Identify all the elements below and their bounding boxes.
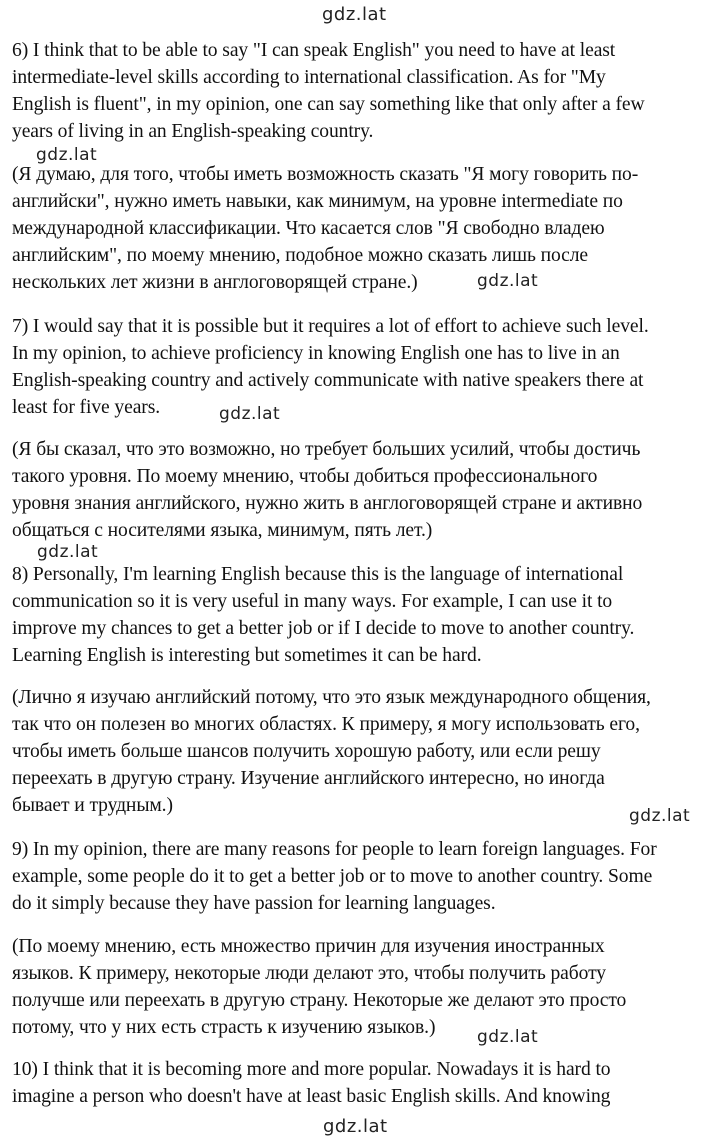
text-line: уровня знания английского, нужно жить в англоговорящей стране и активно (12, 493, 643, 514)
text-line: так что он полезен во многих областях. К примеру, я могу использовать его, (12, 714, 640, 735)
text-line: переехать в другую страну. Изучение английского интересно, но иногда (12, 768, 605, 789)
paragraph-10-en (12, 1056, 712, 1110)
text-line: 6) I think that to be able to say "I can speak English" you need to have at least (12, 40, 616, 61)
text-line: intermediate-level skills according to international classification. As for "My (12, 67, 606, 88)
text-line: improve my chances to get a better job or if I decide to move to another country. (12, 618, 635, 639)
paragraph-7-ru (12, 436, 712, 544)
text-line: английски", нужно иметь навыки, как минимум, на уровне intermediate по (12, 191, 623, 212)
text-line: получше или переехать в другую страну. Некоторые же делают это просто (12, 990, 627, 1011)
paragraph-8-en (12, 561, 712, 669)
text-line: English is fluent", in my opinion, one can say something like that only after a few (12, 94, 645, 115)
text-line: (Я думаю, для того, чтобы иметь возможность сказать "Я могу говорить по- (12, 164, 639, 185)
text-line: международной классификации. Что касается слов "Я свободно владею (12, 218, 605, 239)
text-line: 8) Personally, I'm learning English because this is the language of international (12, 564, 624, 585)
text-line: English-speaking country and actively communicate with native speakers there at (12, 370, 644, 391)
paragraph-9-ru (12, 933, 712, 1041)
text-line: чтобы иметь больше шансов получить хорошую работу, или если решу (12, 741, 601, 762)
text-line: least for five years. (12, 397, 161, 418)
text-line: потому, что у них есть страсть к изучению языков.) (12, 1017, 436, 1038)
text-line: example, some people do it to get a better job or to move to another country. Some (12, 866, 653, 887)
watermark: gdz.lat (477, 1027, 539, 1047)
text-line: нескольких лет жизни в англоговорящей стране.) (12, 272, 418, 293)
text-line: такого уровня. По моему мнению, чтобы добиться профессионального (12, 466, 598, 487)
text-line: communication so it is very useful in many ways. For example, I can use it to (12, 591, 613, 612)
text-line: языков. К примеру, некоторые люди делают это, чтобы получить работу (12, 963, 606, 984)
paragraph-8-ru (12, 684, 712, 819)
paragraph-9-en (12, 836, 712, 917)
watermark: gdz.lat (219, 404, 281, 424)
text-line: бывает и трудным.) (12, 795, 173, 816)
text-line: In my opinion, to achieve proficiency in knowing English one has to live in an (12, 343, 620, 364)
watermark: gdz.lat (477, 271, 539, 291)
text-line: Learning English is interesting but sometimes it can be hard. (12, 645, 482, 666)
text-line: (Я бы сказал, что это возможно, но требует больших усилий, чтобы достичь (12, 439, 641, 460)
paragraph-6-ru (12, 161, 712, 296)
text-line: (Лично я изучаю английский потому, что это язык международного общения, (12, 687, 651, 708)
watermark: gdz.lat (36, 145, 98, 165)
paragraph-7-en (12, 313, 712, 421)
watermark: gdz.lat (629, 806, 691, 826)
watermark: gdz.lat (322, 4, 387, 25)
paragraph-6-en (12, 37, 712, 145)
text-line: imagine a person who doesn't have at least basic English skills. And knowing (12, 1086, 611, 1107)
text-line: (По моему мнению, есть множество причин для изучения иностранных (12, 936, 605, 957)
watermark: gdz.lat (37, 542, 99, 562)
text-line: 9) In my opinion, there are many reasons for people to learn foreign languages. For (12, 839, 657, 860)
text-line: 10) I think that it is becoming more and more popular. Nowadays it is hard to (12, 1059, 611, 1080)
text-line: years of living in an English-speaking country. (12, 121, 374, 142)
text-line: общаться с носителями языка, минимум, пять лет.) (12, 520, 433, 541)
text-line: английским", по моему мнению, подобное можно сказать лишь после (12, 245, 589, 266)
watermark: gdz.lat (323, 1116, 388, 1137)
text-line: do it simply because they have passion for learning languages. (12, 893, 496, 914)
text-line: 7) I would say that it is possible but it requires a lot of effort to achieve such level. (12, 316, 649, 337)
